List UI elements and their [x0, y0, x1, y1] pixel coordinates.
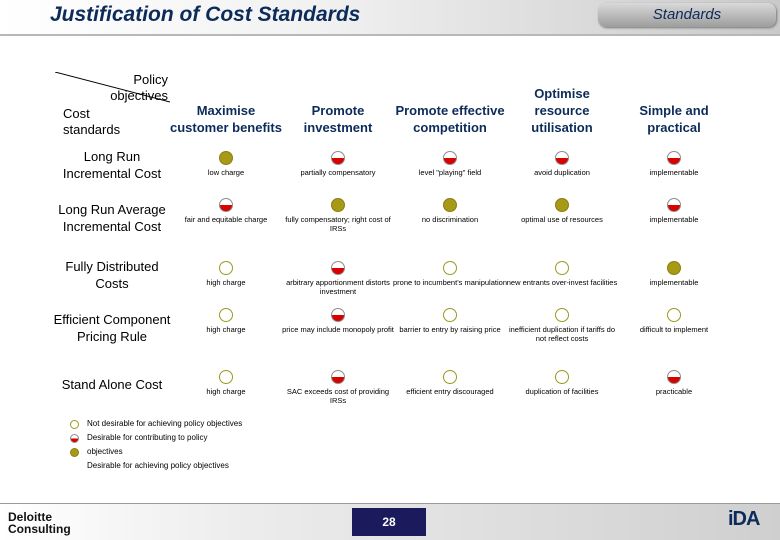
- cell-text: high charge: [206, 387, 246, 396]
- rating-dot-icon: [667, 261, 681, 275]
- cell-text: fair and equitable charge: [184, 215, 268, 224]
- rating-dot-icon: [331, 261, 345, 275]
- rating-dot-icon: [443, 198, 457, 212]
- table-corner-header: [55, 72, 170, 140]
- column-header-investment: Promote investment: [303, 103, 373, 135]
- rating-dot-icon: [331, 151, 345, 165]
- matrix-cell: [279, 308, 397, 334]
- ida-logo: iDA: [728, 508, 760, 530]
- matrix-cell: [391, 151, 509, 177]
- cell-text: partially compensatory: [300, 168, 376, 177]
- rating-dot-icon: [555, 151, 569, 165]
- rating-dot-icon: [219, 198, 233, 212]
- matrix-cell: [279, 370, 397, 405]
- cell-text: low charge: [207, 168, 245, 177]
- matrix-cell: [391, 198, 509, 224]
- cell-text: new entrants over-invest facilities: [506, 278, 618, 287]
- deloitte-logo-line2: Consulting: [8, 522, 71, 536]
- rating-dot-icon: [331, 308, 345, 322]
- deloitte-consulting-logo: [8, 511, 71, 535]
- cell-text: fully compensatory; right cost of IRSs: [285, 215, 391, 233]
- header-rule: [0, 34, 780, 36]
- cell-text: level "playing" field: [418, 168, 482, 177]
- legend-full-dot-icon: [70, 448, 79, 457]
- matrix-cell: [503, 151, 621, 177]
- legend-contributing-text: Desirable for contributing to policy: [87, 433, 208, 442]
- cell-text: SAC exceeds cost of providing IRSs: [286, 387, 390, 405]
- column-header-competition: Promote effective competition: [395, 103, 505, 135]
- legend-contributing: [70, 432, 208, 444]
- cell-text: high charge: [206, 278, 246, 287]
- rating-dot-icon: [219, 151, 233, 165]
- rating-dot-icon: [555, 261, 569, 275]
- matrix-cell: [615, 308, 733, 334]
- cell-text: implementable: [649, 168, 699, 177]
- legend-objectives-text: objectives: [87, 447, 123, 456]
- rating-dot-icon: [443, 261, 457, 275]
- cell-text: avoid duplication: [534, 168, 590, 177]
- rating-dot-icon: [555, 198, 569, 212]
- matrix-cell: [503, 198, 621, 224]
- matrix-cell: [279, 261, 397, 296]
- cell-text: implementable: [649, 215, 699, 224]
- cell-text: inefficient duplication if tariffs do not reflect costs: [508, 325, 616, 343]
- column-header-customer-benefits: Maximise customer benefits: [170, 103, 282, 135]
- cell-text: difficult to implement: [639, 325, 709, 334]
- cell-text: prone to incumbent's manipulation: [392, 278, 507, 287]
- legend-desirable: [70, 446, 123, 458]
- cell-text: practicable: [655, 387, 693, 396]
- matrix-cell: [615, 151, 733, 177]
- cell-text: efficient entry discouraged: [406, 387, 494, 396]
- rating-dot-icon: [331, 198, 345, 212]
- rating-dot-icon: [331, 370, 345, 384]
- legend-not-desirable-text: Not desirable for achieving policy objectives: [87, 419, 243, 428]
- rating-dot-icon: [219, 308, 233, 322]
- cell-text: high charge: [206, 325, 246, 334]
- rating-dot-icon: [555, 370, 569, 384]
- matrix-cell: [279, 198, 397, 233]
- cell-text: barrier to entry by raising price: [399, 325, 501, 334]
- cell-text: price may include monopoly profit: [282, 325, 394, 334]
- cell-text: optimal use of resources: [521, 215, 603, 224]
- rating-dot-icon: [667, 151, 681, 165]
- rating-dot-icon: [667, 308, 681, 322]
- rating-dot-icon: [443, 370, 457, 384]
- cell-text: no discrimination: [421, 215, 479, 224]
- row-label: Long Run Average Incremental Cost: [58, 202, 166, 234]
- cost-standards-label: Cost standards: [63, 106, 121, 137]
- row-label: Stand Alone Cost: [61, 376, 163, 392]
- matrix-cell: [167, 370, 285, 396]
- row-label: Efficient Component Pricing Rule: [53, 312, 171, 344]
- rating-dot-icon: [219, 370, 233, 384]
- matrix-cell: [503, 261, 621, 287]
- matrix-cell: [391, 370, 509, 396]
- policy-objectives-label: Policy objectives: [110, 72, 168, 103]
- page-number: 28: [352, 508, 426, 536]
- slide-title: Justification of Cost Standards: [50, 3, 361, 26]
- standards-tab[interactable]: Standards: [598, 3, 776, 27]
- legend-empty-dot-icon: [70, 420, 79, 429]
- matrix-cell: [503, 370, 621, 396]
- rating-dot-icon: [667, 198, 681, 212]
- matrix-cell: [503, 308, 621, 343]
- matrix-cell: [167, 308, 285, 334]
- matrix-cell: [615, 261, 733, 287]
- legend-not-desirable: [70, 418, 242, 430]
- rating-dot-icon: [443, 151, 457, 165]
- rating-dot-icon: [667, 370, 681, 384]
- cell-text: arbitrary apportionment distorts investment: [286, 278, 390, 296]
- row-label: Fully Distributed Costs: [65, 259, 159, 291]
- matrix-cell: [615, 198, 733, 224]
- matrix-cell: [167, 151, 285, 177]
- cell-text: implementable: [649, 278, 699, 287]
- rating-dot-icon: [443, 308, 457, 322]
- column-header-simple-practical: Simple and practical: [639, 103, 709, 135]
- matrix-cell: [167, 261, 285, 287]
- matrix-cell: [391, 308, 509, 334]
- legend-desirable-text: Desirable for achieving policy objectives: [87, 461, 229, 470]
- matrix-cell: [167, 198, 285, 224]
- cell-text: duplication of facilities: [525, 387, 599, 396]
- rating-dot-icon: [219, 261, 233, 275]
- matrix-cell: [279, 151, 397, 177]
- matrix-cell: [615, 370, 733, 396]
- column-header-resource-utilisation: Optimise resource utilisation: [531, 86, 593, 135]
- rating-dot-icon: [555, 308, 569, 322]
- deloitte-logo-line1: Deloitte: [8, 510, 53, 524]
- row-label: Long Run Incremental Cost: [62, 149, 162, 181]
- matrix-cell: [391, 261, 509, 287]
- legend-half-dot-icon: [70, 434, 79, 443]
